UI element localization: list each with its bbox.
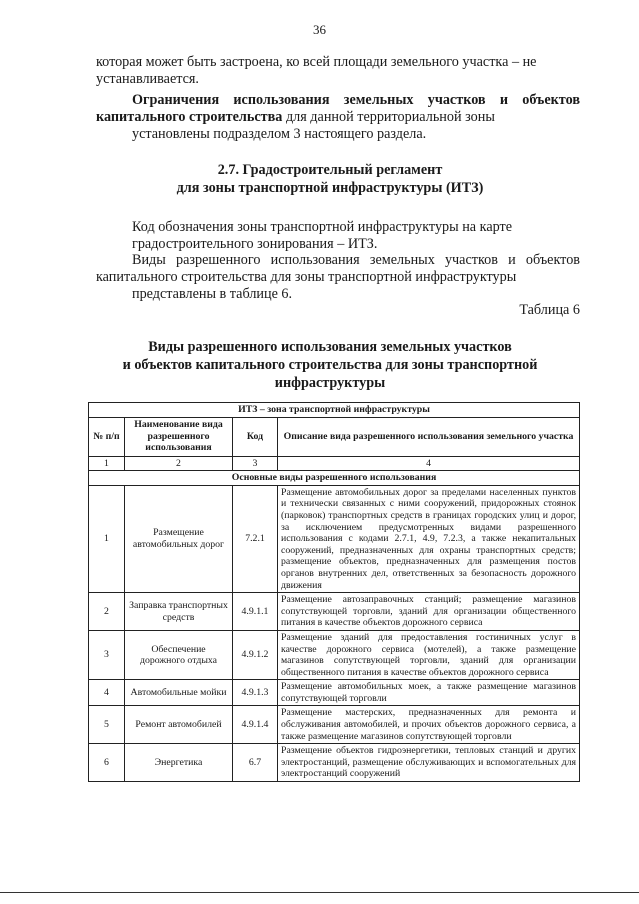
- paragraph-2-line-3: установлены подразделом 3 настоящего раздела.: [132, 126, 427, 142]
- group-header: Основные виды разрешенного использования: [89, 471, 580, 486]
- row-description: Размещение автозаправочных станций; размещение магазинов сопутствующей торговли, зданий для организации общественного питания в качестве объектов дорожного сервиса: [278, 593, 580, 631]
- row-name: Энергетика: [125, 744, 233, 782]
- section-heading: [60, 161, 600, 197]
- group-header-row: [89, 471, 580, 486]
- paragraph-4-last: представлены в таблице 6.: [132, 286, 293, 302]
- zone-header-row: [89, 403, 580, 418]
- col-header-code: Код: [233, 417, 278, 456]
- col-number: 3: [233, 456, 278, 471]
- section-heading-line-2: для зоны транспортной инфраструктуры (ИТЗ): [176, 180, 484, 196]
- row-code: 4.9.1.2: [233, 630, 278, 679]
- col-header-desc: Описание вида разрешенного использования земельного участка: [278, 417, 580, 456]
- paragraph-4-text: Виды разрешенного использования земельных участков и объектов капитального строительства для зоны транспортной инфраструктуры: [96, 252, 580, 285]
- table-title-line-2: и объектов капитального строительства для зоны транспортной: [122, 357, 538, 373]
- row-name: Автомобильные мойки: [125, 680, 233, 706]
- paragraph-1: [96, 54, 580, 88]
- row-num: 3: [89, 630, 125, 679]
- row-description: Размещение зданий для предоставления гостиничных услуг в качестве дорожного сервиса (мотелей), а также размещение магазинов сопутствующей торговли, зданий для организации общественного питания в качестве объектов дорожного сервиса: [278, 630, 580, 679]
- table-title-line-1: Виды разрешенного использования земельных участков: [148, 339, 512, 355]
- row-description: Размещение объектов гидроэнергетики, тепловых станций и других электростанций, размещение обслуживающих и вспомогательных для электростанций сооружений: [278, 744, 580, 782]
- section-heading-line-1: 2.7. Градостроительный регламент: [217, 162, 443, 178]
- row-description: Размещение мастерских, предназначенных для ремонта и обслуживания автомобилей, и прочих объектов дорожного сервиса, а также размещение магазинов сопутствующей торговли: [278, 706, 580, 744]
- row-code: 4.9.1.4: [233, 706, 278, 744]
- regulation-table: [88, 402, 580, 782]
- col-number: 2: [125, 456, 233, 471]
- table-row: [89, 593, 580, 631]
- row-num: 6: [89, 744, 125, 782]
- row-num: 2: [89, 593, 125, 631]
- row-num: 1: [89, 485, 125, 592]
- paragraph-1-line-1: которая может быть застроена, ко всей площади земельного участка – не: [96, 54, 537, 70]
- zone-header: ИТЗ – зона транспортной инфраструктуры: [89, 403, 580, 418]
- column-header-row: [89, 417, 580, 456]
- table-row: [89, 706, 580, 744]
- row-code: 4.9.1.3: [233, 680, 278, 706]
- row-num: 5: [89, 706, 125, 744]
- table-label: Таблица 6: [519, 302, 580, 318]
- paragraph-2: [96, 92, 580, 143]
- table-row: [89, 680, 580, 706]
- row-name: Размещение автомобильных дорог: [125, 485, 233, 592]
- column-number-row: [89, 456, 580, 471]
- row-num: 4: [89, 680, 125, 706]
- page-number: 36: [313, 22, 326, 37]
- table-title: [60, 338, 600, 392]
- table-title-line-3: инфраструктуры: [274, 375, 386, 391]
- paragraph-1-line-2: устанавливается.: [96, 71, 199, 87]
- paragraph-2-bold: Ограничения использования земельных участков и объектов капитального строительства: [96, 92, 580, 125]
- col-header-name: Наименование вида разрешенного использования: [125, 417, 233, 456]
- col-number: 1: [89, 456, 125, 471]
- table-row: [89, 485, 580, 592]
- table-row: [89, 744, 580, 782]
- page-bottom-divider: [0, 892, 639, 893]
- paragraph-2-rest: для данной территориальной зоны: [282, 109, 495, 125]
- row-name: Обеспечение дорожного отдыха: [125, 630, 233, 679]
- paragraph-4: [96, 252, 580, 303]
- row-name: Ремонт автомобилей: [125, 706, 233, 744]
- table-row: [89, 630, 580, 679]
- row-code: 4.9.1.1: [233, 593, 278, 631]
- row-description: Размещение автомобильных дорог за пределами населенных пунктов и технически связанных с ними сооружений, придорожных стоянок (парковок) транспортных средств в границах городских улиц и дорог, за исключением предусмотренных видами разрешенного использования с кодами 2.7.1, 4.9, 7.2.3, а также некапитальных сооружений, предназначенных для охраны транспортных средств; размещение объектов, предназначенных для размещения постов органов внутренних дел, ответственных за безопасность дорожного движения: [278, 485, 580, 592]
- row-description: Размещение автомобильных моек, а также размещение магазинов сопутствующей торговли: [278, 680, 580, 706]
- row-name: Заправка транспортных средств: [125, 593, 233, 631]
- paragraph-3-last: градостроительного зонирования – ИТЗ.: [132, 236, 378, 252]
- row-code: 6.7: [233, 744, 278, 782]
- paragraph-3-text: Код обозначения зоны транспортной инфраструктуры на карте: [132, 219, 513, 235]
- col-number: 4: [278, 456, 580, 471]
- col-header-num: № п/п: [89, 417, 125, 456]
- paragraph-3: [96, 219, 580, 253]
- row-code: 7.2.1: [233, 485, 278, 592]
